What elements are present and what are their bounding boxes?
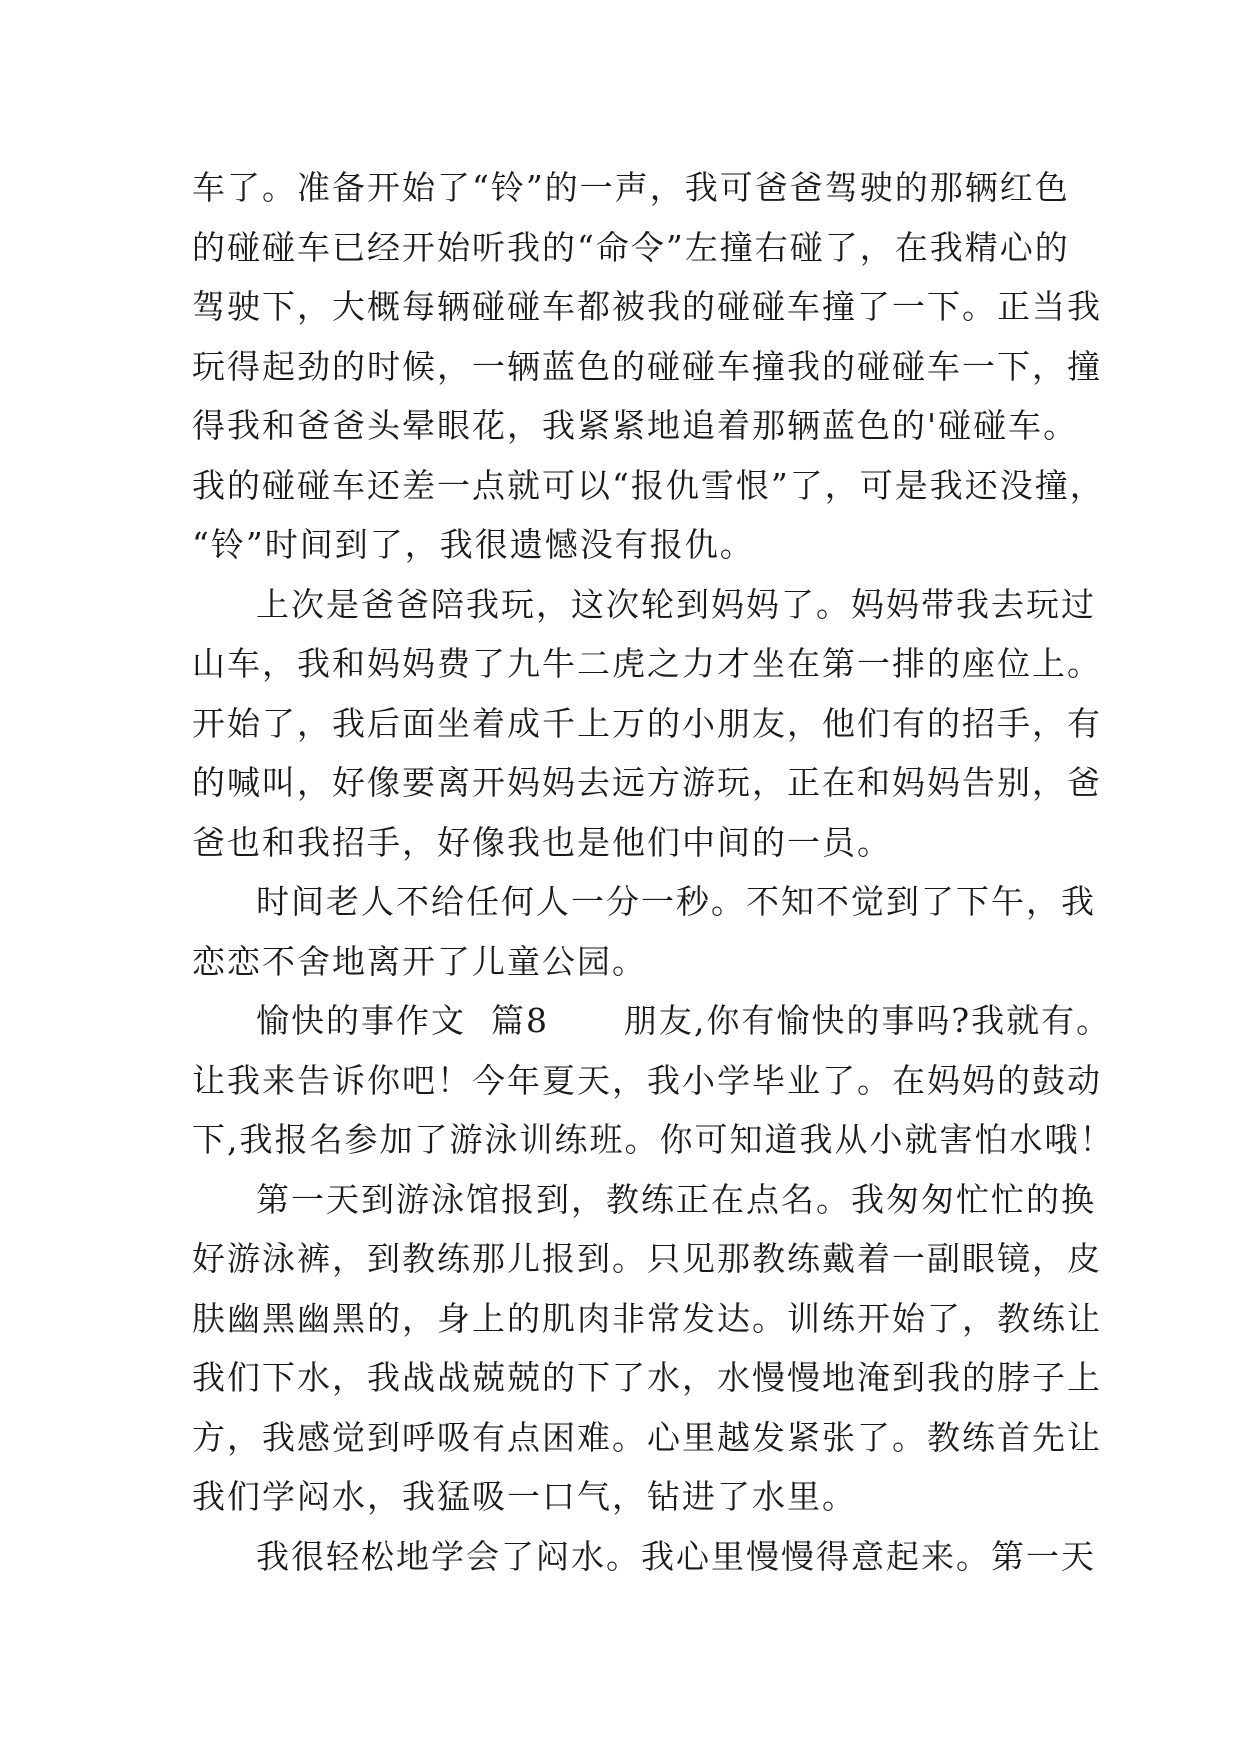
paragraph-first-line: 第一天到游泳馆报到，教练正在点名。我匆匆忙忙的换 <box>256 1179 1096 1219</box>
text-line: 的喊叫，好像要离开妈妈去远方游玩，正在和妈妈告别，爸 <box>192 763 1102 802</box>
text-line: 我们下水，我战战兢兢的下了水，水慢慢地淹到我的脖子上 <box>192 1358 1102 1397</box>
text-line: 爸也和我招手，好像我也是他们中间的一员。 <box>192 822 892 862</box>
text-line: 恋恋不舍地离开了儿童公园。 <box>192 941 647 981</box>
paragraph-first-line: 我很轻松地学会了闷水。我心里慢慢得意起来。第一天 <box>256 1536 1096 1576</box>
text-line: 下,我报名参加了游泳训练班。你可知道我从小就害怕水哦！ <box>192 1120 1115 1159</box>
text-line: 方，我感觉到呼吸有点困难。心里越发紧张了。教练首先让 <box>192 1417 1102 1457</box>
text-line: 得我和爸爸头晕眼花，我紧紧地追着那辆蓝色的'碰碰车。 <box>192 406 1079 445</box>
text-line: 我的碰碰车还差一点就可以“报仇雪恨”了，可是我还没撞， <box>192 465 1105 505</box>
text-line: 好游泳裤，到教练那儿报到。只见那教练戴着一副眼镜，皮 <box>192 1239 1102 1278</box>
text-line: 车了。准备开始了“铃”的一声，我可爸爸驾驶的那辆红色 <box>192 168 1070 207</box>
text-line: “铃”时间到了，我很遗憾没有报仇。 <box>192 525 755 564</box>
section-heading-line: 愉快的事作文 篇8 朋友,你有愉快的事吗?我就有。 <box>256 1001 1112 1040</box>
text-line: 山车，我和妈妈费了九牛二虎之力才坐在第一排的座位上。 <box>192 644 1102 683</box>
text-line: 肤幽黑幽黑的，身上的肌肉非常发达。训练开始了，教练让 <box>192 1298 1102 1338</box>
text-line: 我们学闷水，我猛吸一口气，钻进了水里。 <box>192 1477 857 1516</box>
text-line: 的碰碰车已经开始听我的“命令”左撞右碰了，在我精心的 <box>192 227 1070 267</box>
paragraph-first-line: 上次是爸爸陪我玩，这次轮到妈妈了。妈妈带我去玩过 <box>256 584 1096 624</box>
text-line: 开始了，我后面坐着成千上万的小朋友，他们有的招手，有 <box>192 703 1102 743</box>
text-line: 玩得起劲的时候，一辆蓝色的碰碰车撞我的碰碰车一下，撞 <box>192 346 1102 386</box>
body-text <box>192 158 1115 1586</box>
text-line: 让我来告诉你吧！今年夏天，我小学毕业了。在妈妈的鼓动 <box>192 1060 1102 1100</box>
paragraph-first-line: 时间老人不给任何人一分一秒。不知不觉到了下午，我 <box>256 882 1096 921</box>
text-line: 驾驶下，大概每辆碰碰车都被我的碰碰车撞了一下。正当我 <box>192 287 1102 326</box>
